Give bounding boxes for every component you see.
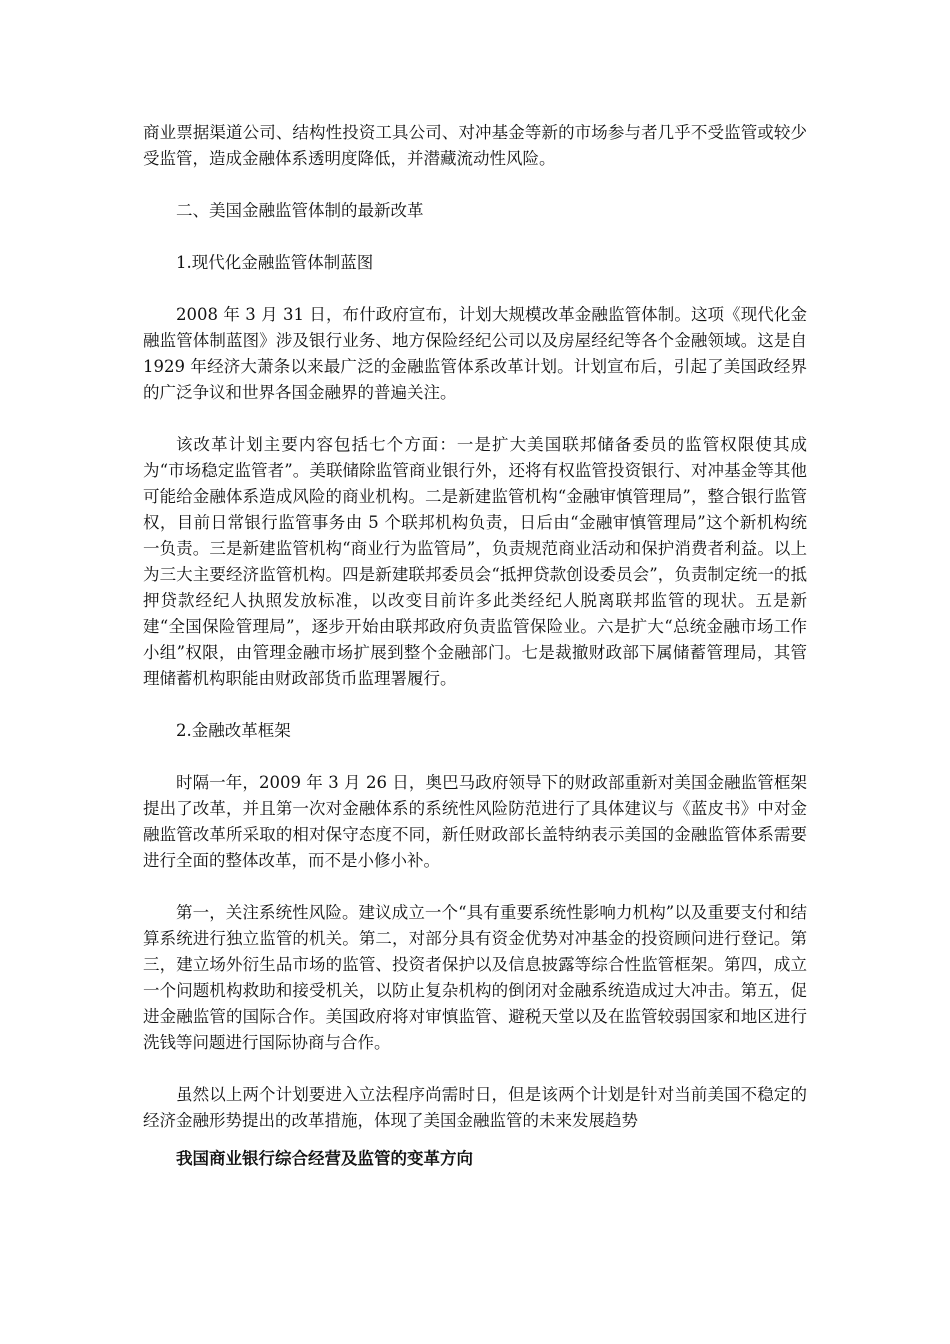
subheading-framework: 2.金融改革框架: [176, 721, 291, 740]
paragraph-framework: 时隔一年，2009 年 3 月 26 日，奥巴马政府领导下的财政部重新对美国金融监管框架提出了改革，并且第一次对金融体系的系统性风险防范进行了具体建议与《蓝皮书》中对金融监管改革所采取的相对保守态度不同，新任财政部长盖特纳表示美国的金融监管体系需要进行全面的整体改革，而不是小修小补。: [143, 773, 807, 870]
paragraph-intro: 商业票据渠道公司、结构性投资工具公司、对冲基金等新的市场参与者几乎不受监管或较少受监管，造成金融体系透明度降低，并潜藏流动性风险。: [143, 123, 807, 168]
bold-section-heading: 我国商业银行综合经营及监管的变革方向: [176, 1149, 473, 1168]
section-heading-2: 二、美国金融监管体制的最新改革: [176, 201, 424, 220]
paragraph-seven-aspects: 该改革计划主要内容包括七个方面：一是扩大美国联邦储备委员的监管权限使其成为“市场稳定监管者”。美联储除监管商业银行外，还将有权监管投资银行、对冲基金等其他可能给金融体系造成风险的商业机构。二是新建监管机构“金融审慎管理局”，整合银行监管权，目前日常银行监管事务由 5 个联邦机构负责，日后由“金融审慎管理局”这个新机构统一负责。三是新建监管机构“商业行为监管局”，负责规范商业活动和保护消费者利益。以上为三大主要经济监管机构。四是新建联邦委员会“抵押贷款创设委员会”，负责制定统一的抵押贷款经纪人执照发放标准，以改变目前许多此类经纪人脱离联邦监管的现状。五是新建“全国保险管理局”，逐步开始由联邦政府负责监管保险业。六是扩大“总统金融市场工作小组”权限，由管理金融市场扩展到整个金融部门。七是裁撤财政部下属储蓄管理局，其管理储蓄机构职能由财政部货币监理署履行。: [143, 435, 807, 688]
paragraph-systemic-risk: 第一，关注系统性风险。建议成立一个“具有重要系统性影响力机构”以及重要支付和结算系统进行独立监管的机关。第二，对部分具有资金优势对冲基金的投资顾问进行登记。第三，建立场外衍生品市场的监管、投资者保护以及信息披露等综合性监管框架。第四，成立一个问题机构救助和接受机关，以防止复杂机构的倒闭对金融系统造成过大冲击。第五，促进金融监管的国际合作。美国政府将对审慎监管、避税天堂以及在监管较弱国家和地区进行洗钱等问题进行国际协商与合作。: [143, 903, 807, 1052]
document-body: [143, 120, 807, 1172]
subheading-blueprint: 1.现代化金融监管体制蓝图: [176, 253, 374, 272]
paragraph-blueprint: 2008 年 3 月 31 日，布什政府宣布，计划大规模改革金融监管体制。这项《现代化金融监管体制蓝图》涉及银行业务、地方保险经纪公司以及房屋经纪等各个金融领域。这是自 1929 年经济大萧条以来最广泛的金融监管体系改革计划。计划宣布后，引起了美国政经界的广泛争议和世界各国金融界的普遍关注。: [143, 305, 807, 402]
paragraph-conclusion: 虽然以上两个计划要进入立法程序尚需时日，但是该两个计划是针对当前美国不稳定的经济金融形势提出的改革措施，体现了美国金融监管的未来发展趋势: [143, 1085, 807, 1130]
